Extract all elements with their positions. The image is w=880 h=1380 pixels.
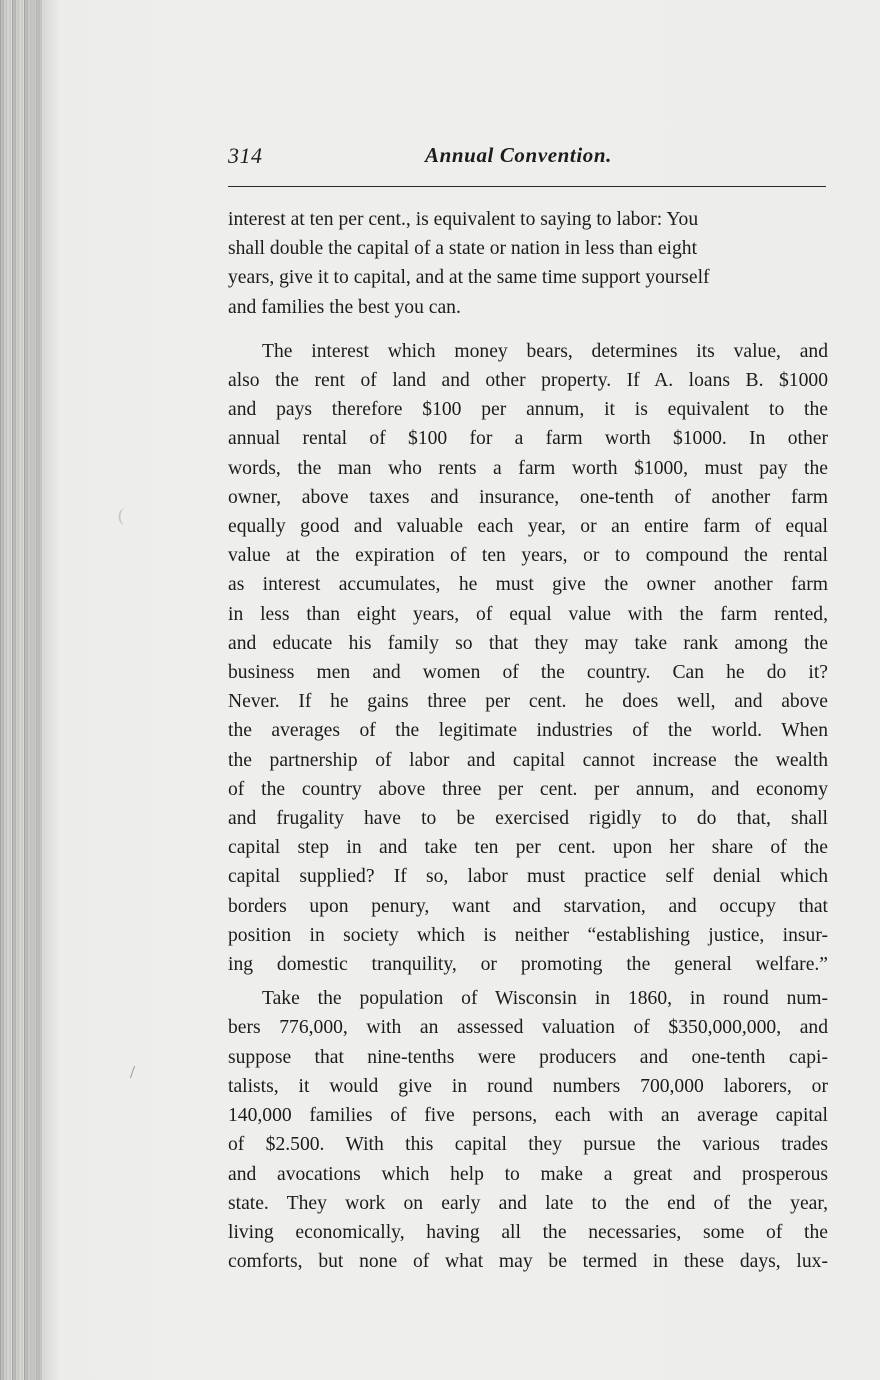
text-line: also the rent of land and other property. If A. loans B. $1000 bbox=[228, 370, 828, 392]
text-line: borders upon penury, want and starvation, and occupy that bbox=[228, 895, 828, 917]
text-line: the averages of the legitimate industries of the world. When bbox=[228, 720, 828, 742]
text-line: living economically, having all the necessaries, some of the bbox=[228, 1221, 828, 1243]
text-line: capital step in and take ten per cent. upon her share of the bbox=[228, 837, 828, 859]
text-line: bers 776,000, with an assessed valuation of $350,000,000, and bbox=[228, 1017, 828, 1039]
text-line: comforts, but none of what may be termed in these days, lux- bbox=[228, 1251, 828, 1273]
paragraph-1 bbox=[228, 205, 828, 322]
text-line: words, the man who rents a farm worth $1000, must pay the bbox=[228, 457, 828, 479]
margin-mark: / bbox=[130, 1062, 136, 1082]
page-number: 314 bbox=[228, 143, 263, 168]
margin-mark: ( bbox=[118, 505, 124, 525]
text-line: and families the best you can. bbox=[228, 296, 461, 318]
text-line: value at the expiration of ten years, or to compound the rental bbox=[228, 545, 828, 567]
text-line: business men and women of the country. Can he do it? bbox=[228, 662, 828, 684]
text-line: and pays therefore $100 per annum, it is equivalent to the bbox=[228, 399, 828, 421]
text-line: of the country above three per cent. per annum, and economy bbox=[228, 778, 828, 800]
page-header bbox=[228, 143, 826, 177]
text-line: interest at ten per cent., is equivalent to saying to labor: You bbox=[228, 209, 699, 230]
text-line: Never. If he gains three per cent. he does well, and above bbox=[228, 691, 828, 713]
running-title: Annual Convention. bbox=[425, 143, 613, 167]
text-line: and avocations which help to make a great and prosperous bbox=[228, 1163, 828, 1185]
paragraph-3 bbox=[228, 984, 828, 1276]
text-line: suppose that nine-tenths were producers and one-tenth capi- bbox=[228, 1046, 828, 1068]
text-line: the partnership of labor and capital cannot increase the wealth bbox=[228, 749, 828, 771]
text-line: state. They work on early and late to the end of the year, bbox=[228, 1192, 828, 1214]
text-line: and frugality have to be exercised rigidly to do that, shall bbox=[228, 808, 828, 830]
text-line: owner, above taxes and insurance, one-tenth of another farm bbox=[228, 486, 828, 508]
text-line: as interest accumulates, he must give the owner another farm bbox=[228, 574, 828, 596]
binding-shadow bbox=[30, 0, 60, 1380]
text-line: in less than eight years, of equal value with the farm rented, bbox=[228, 603, 828, 625]
text-line: ing domestic tranquility, or promoting the general welfare.” bbox=[228, 954, 828, 976]
text-line: talists, it would give in round numbers 700,000 laborers, or bbox=[228, 1075, 828, 1097]
text-line: position in society which is neither “establishing justice, insur- bbox=[228, 924, 828, 946]
text-line: capital supplied? If so, labor must practice self denial which bbox=[228, 866, 828, 888]
text-line: of $2.500. With this capital they pursue the various trades bbox=[228, 1134, 828, 1156]
text-line: The interest which money bears, determines its value, and bbox=[262, 340, 828, 362]
text-line: shall double the capital of a state or nation in less than eight bbox=[228, 238, 698, 260]
text-line: equally good and valuable each year, or an entire farm of equal bbox=[228, 516, 828, 538]
body-text bbox=[228, 205, 828, 1276]
paragraph-2 bbox=[228, 337, 828, 979]
text-line: and educate his family so that they may take rank among the bbox=[228, 632, 828, 654]
header-rule bbox=[228, 186, 826, 187]
text-line: annual rental of $100 for a farm worth $1000. In other bbox=[228, 428, 828, 450]
text-line: 140,000 families of five persons, each with an average capital bbox=[228, 1105, 828, 1127]
text-line: Take the population of Wisconsin in 1860, in round num- bbox=[262, 988, 828, 1010]
text-line: years, give it to capital, and at the same time support yourself bbox=[228, 267, 710, 289]
